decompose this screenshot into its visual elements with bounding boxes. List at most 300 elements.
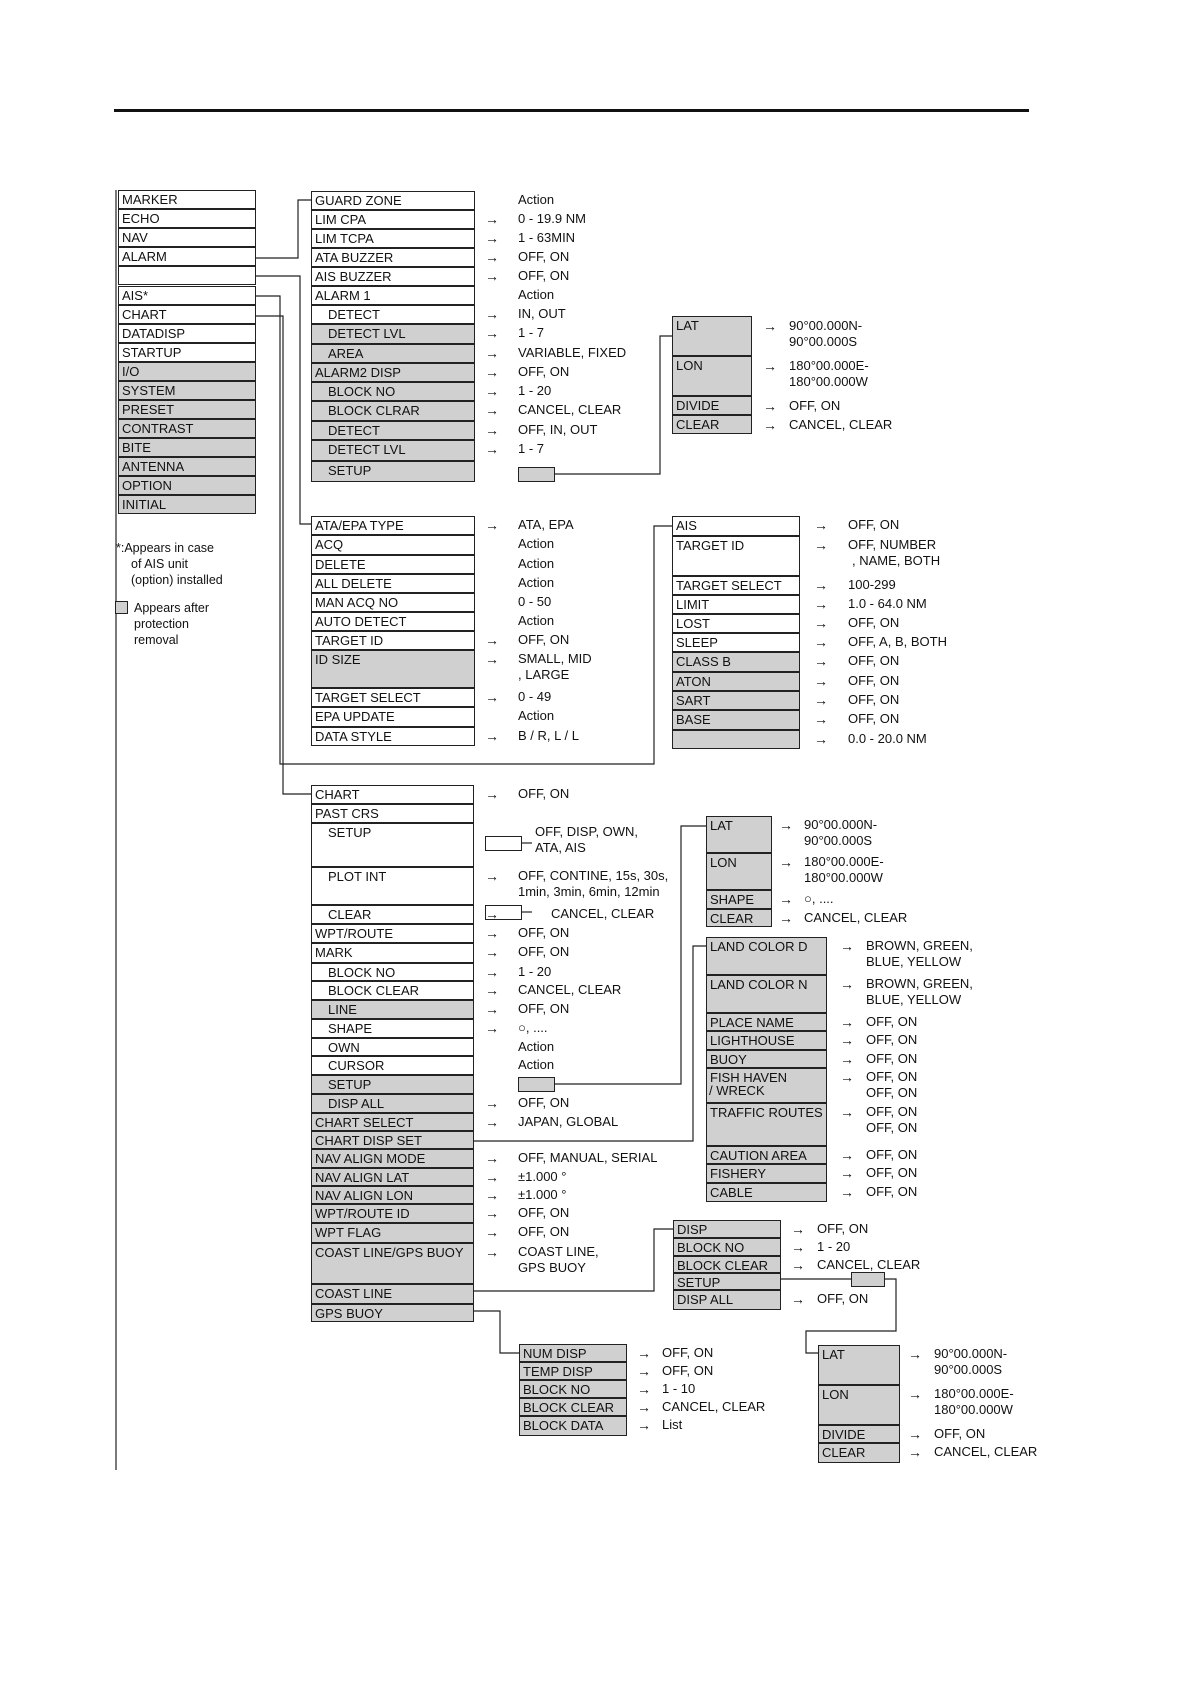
main-menu-item-echo[interactable]: ECHO bbox=[118, 209, 256, 228]
coast_menu-value: OFF, ON bbox=[817, 1291, 869, 1306]
arrow-icon: → bbox=[908, 1386, 922, 1402]
arrow-icon: → bbox=[485, 441, 499, 457]
alarm_setup-item-lat[interactable]: LAT bbox=[672, 316, 752, 356]
coast_setup-item-divide[interactable]: DIVIDE bbox=[818, 1425, 900, 1443]
arrow-icon: → bbox=[840, 938, 854, 954]
chart_disp-item-traffic-routes[interactable]: TRAFFIC ROUTES bbox=[706, 1103, 827, 1146]
chart_menu-value: ±1.000 ° bbox=[518, 1187, 567, 1202]
target_menu-item-data-style[interactable]: DATA STYLE bbox=[311, 727, 475, 746]
arrow-icon: → bbox=[779, 910, 793, 926]
coast_menu-item-disp-all[interactable]: DISP ALL bbox=[673, 1290, 781, 1310]
target_menu-value: Action bbox=[518, 708, 555, 723]
chart_disp-item-place-name[interactable]: PLACE NAME bbox=[706, 1013, 827, 1031]
coast_menu-item-block-no[interactable]: BLOCK NO bbox=[673, 1238, 781, 1256]
alarm_menu-value: OFF, ON bbox=[518, 364, 570, 379]
arrow-icon: → bbox=[779, 891, 793, 907]
chart_menu-item-block-no[interactable]: BLOCK NO bbox=[311, 963, 474, 981]
alarm_setup-value: CANCEL, CLEAR bbox=[789, 417, 893, 432]
arrow-icon: → bbox=[637, 1363, 651, 1379]
arrow-icon: → bbox=[485, 944, 499, 960]
chart_disp-value: BROWN, GREEN, bbox=[866, 976, 973, 991]
target_menu-value: B / R, L / L bbox=[518, 728, 579, 743]
arrow-icon: → bbox=[485, 268, 499, 284]
coast_menu-value: OFF, ON bbox=[817, 1221, 869, 1236]
chart_menu-value: OFF, ON bbox=[518, 1095, 570, 1110]
arrow-icon: → bbox=[814, 731, 828, 747]
alarm_setup-item-divide[interactable]: DIVIDE bbox=[672, 396, 752, 415]
chart_menu-item-wpt-route-id[interactable]: WPT/ROUTE ID bbox=[311, 1204, 474, 1223]
alarm_menu-value: OFF, ON bbox=[518, 249, 570, 264]
chart_menu-item-disp-all[interactable]: DISP ALL bbox=[311, 1094, 474, 1113]
chart_menu-value: OFF, CONTINE, 15s, 30s, bbox=[518, 868, 669, 883]
mark_setup-item-shape[interactable]: SHAPE bbox=[706, 890, 772, 909]
main-menu-item-datadisp[interactable]: DATADISP bbox=[118, 324, 256, 343]
chart_disp-item-cable[interactable]: CABLE bbox=[706, 1183, 827, 1202]
alarm_menu-value: Action bbox=[518, 192, 555, 207]
chart_menu-value: CANCEL, CLEAR bbox=[551, 906, 655, 921]
arrow-icon: → bbox=[485, 517, 499, 533]
main-menu-item-nav[interactable]: NAV bbox=[118, 228, 256, 247]
arrow-icon: → bbox=[840, 1184, 854, 1200]
alarm_menu-item-ais-buzzer[interactable]: AIS BUZZER bbox=[311, 267, 475, 286]
alarm_menu-value: IN, OUT bbox=[518, 306, 566, 321]
coast_menu-item-block-clear[interactable]: BLOCK CLEAR bbox=[673, 1256, 781, 1273]
arrow-icon: → bbox=[485, 1114, 499, 1130]
alarm_menu-item-detect-lvl[interactable]: DETECT LVL bbox=[311, 440, 475, 461]
chart_disp-value: BROWN, GREEN, bbox=[866, 938, 973, 953]
coast_setup-item-lon[interactable]: LON bbox=[818, 1385, 900, 1425]
chart-setup-box[interactable] bbox=[518, 1077, 555, 1092]
alarm_menu-item-lim-cpa[interactable]: LIM CPA bbox=[311, 210, 475, 229]
chart_menu-item-plot-int[interactable]: PLOT INT bbox=[311, 867, 474, 905]
alarm_menu-item-area[interactable]: AREA bbox=[311, 344, 475, 363]
target_menu-item-all-delete[interactable]: ALL DELETE bbox=[311, 574, 475, 593]
ais_menu-value: 100-299 bbox=[848, 577, 896, 592]
alarm_setup-item-lon[interactable]: LON bbox=[672, 356, 752, 396]
arrow-icon: → bbox=[763, 318, 777, 334]
arrow-icon: → bbox=[485, 345, 499, 361]
coast_menu-item-setup[interactable]: SETUP bbox=[673, 1273, 781, 1290]
arrow-icon: → bbox=[637, 1417, 651, 1433]
target_menu-value: ATA, EPA bbox=[518, 517, 574, 532]
arrow-icon: → bbox=[840, 1069, 854, 1085]
arrow-icon: → bbox=[485, 325, 499, 341]
chart_disp-item-label2: / WRECK bbox=[709, 1083, 765, 1098]
arrow-icon: → bbox=[814, 517, 828, 533]
alarm_menu-value: Action bbox=[518, 287, 555, 302]
alarm_menu-item-block-clrar[interactable]: BLOCK CLRAR bbox=[311, 401, 475, 421]
arrow-icon: → bbox=[485, 1169, 499, 1185]
ais_menu-value-2: , NAME, BOTH bbox=[852, 553, 941, 568]
main-menu-item-marker[interactable]: MARKER bbox=[118, 190, 256, 209]
chart_menu-item-chart[interactable]: CHART bbox=[311, 785, 474, 804]
mark_setup-value: CANCEL, CLEAR bbox=[804, 910, 908, 925]
arrow-icon: → bbox=[485, 1001, 499, 1017]
target_menu-value: Action bbox=[518, 536, 555, 551]
main-menu-item-ais[interactable]: AIS* bbox=[118, 286, 256, 305]
chart_menu-item-coast-line[interactable]: COAST LINE bbox=[311, 1284, 474, 1304]
coast_menu-item-disp[interactable]: DISP bbox=[673, 1220, 781, 1238]
chart_disp-value: OFF, ON bbox=[866, 1069, 918, 1084]
ais_menu-value: OFF, NUMBER bbox=[848, 537, 937, 552]
buoy_menu-item-temp-disp[interactable]: TEMP DISP bbox=[519, 1362, 627, 1380]
alarm_menu-value: 1 - 20 bbox=[518, 383, 552, 398]
target_menu-item-auto-detect[interactable]: AUTO DETECT bbox=[311, 612, 475, 631]
alarm_menu-item-detect[interactable]: DETECT bbox=[311, 421, 475, 440]
ais_menu-item-lost[interactable]: LOST bbox=[672, 614, 800, 633]
ais-note-line3: (option) installed bbox=[131, 573, 223, 587]
arrow-icon: → bbox=[791, 1221, 805, 1237]
target_menu-value: SMALL, MID bbox=[518, 651, 592, 666]
arrow-icon: → bbox=[814, 711, 828, 727]
chart_menu-value: OFF, MANUAL, SERIAL bbox=[518, 1150, 658, 1165]
target_menu-item-target-select[interactable]: TARGET SELECT bbox=[311, 688, 475, 707]
target_menu-value: Action bbox=[518, 575, 555, 590]
arrow-icon: → bbox=[485, 383, 499, 399]
arrow-icon: → bbox=[840, 1147, 854, 1163]
coast_setup-value: OFF, ON bbox=[934, 1426, 986, 1441]
coast-setup-box[interactable] bbox=[851, 1272, 885, 1287]
mark_setup-value: ○, .... bbox=[804, 891, 834, 906]
ais_menu-value: OFF, ON bbox=[848, 653, 900, 668]
coast_menu-value: CANCEL, CLEAR bbox=[817, 1257, 921, 1272]
arrow-icon: → bbox=[814, 653, 828, 669]
buoy_menu-item-num-disp[interactable]: NUM DISP bbox=[519, 1344, 627, 1362]
shade-note-line2: protection bbox=[134, 617, 189, 631]
chart_menu-value: Action bbox=[518, 1039, 555, 1054]
arrow-icon: → bbox=[763, 417, 777, 433]
chart_menu-item-nav-align-lon[interactable]: NAV ALIGN LON bbox=[311, 1186, 474, 1204]
arrow-icon: → bbox=[840, 1165, 854, 1181]
chart_menu-item-cursor[interactable]: CURSOR bbox=[311, 1056, 474, 1075]
ais_menu-value: OFF, ON bbox=[848, 673, 900, 688]
chart_disp-value: OFF, ON bbox=[866, 1184, 918, 1199]
past-crs-setup-box[interactable] bbox=[485, 836, 522, 851]
arrow-icon: → bbox=[637, 1381, 651, 1397]
chart_menu-value: 1 - 20 bbox=[518, 964, 552, 979]
alarm_menu-item-block-no[interactable]: BLOCK NO bbox=[311, 382, 475, 401]
alarm_menu-value: 0 - 19.9 NM bbox=[518, 211, 586, 226]
chart_menu-value: OFF, ON bbox=[518, 944, 570, 959]
chart_disp-item-land-color-n[interactable]: LAND COLOR N bbox=[706, 975, 827, 1013]
arrow-icon: → bbox=[485, 1020, 499, 1036]
chart_menu-value: COAST LINE, bbox=[518, 1244, 599, 1259]
arrow-icon: → bbox=[485, 422, 499, 438]
chart_disp-value: OFF, ON bbox=[866, 1014, 918, 1029]
chart_disp-value: OFF, ON bbox=[866, 1051, 918, 1066]
arrow-icon: → bbox=[485, 1244, 499, 1260]
chart_menu-item-chart-select[interactable]: CHART SELECT bbox=[311, 1113, 474, 1131]
arrow-icon: → bbox=[840, 1104, 854, 1120]
ais_menu-value: OFF, A, B, BOTH bbox=[848, 634, 947, 649]
alarm_menu-value: CANCEL, CLEAR bbox=[518, 402, 622, 417]
arrow-icon: → bbox=[485, 632, 499, 648]
chart_disp-item-fish-haven[interactable]: FISH HAVEN bbox=[706, 1068, 827, 1103]
mark_setup-item-clear[interactable]: CLEAR bbox=[706, 909, 772, 927]
chart_menu-value-2: GPS BUOY bbox=[518, 1260, 586, 1275]
arrow-icon: → bbox=[485, 402, 499, 418]
target_menu-item-man-acq-no[interactable]: MAN ACQ NO bbox=[311, 593, 475, 612]
shade-note-line3: removal bbox=[134, 633, 179, 647]
chart_menu-item-setup[interactable]: SETUP bbox=[311, 1075, 474, 1094]
ais_menu-value: 0.0 - 20.0 NM bbox=[848, 731, 927, 746]
target_menu-value: Action bbox=[518, 613, 555, 628]
chart_disp-item-land-color-d[interactable]: LAND COLOR D bbox=[706, 937, 827, 975]
chart_menu-item-line[interactable]: LINE bbox=[311, 1000, 474, 1019]
arrow-icon: → bbox=[840, 1032, 854, 1048]
arrow-icon: → bbox=[840, 1051, 854, 1067]
alarm_menu-item-detect-lvl[interactable]: DETECT LVL bbox=[311, 324, 475, 344]
main-menu-item-alarm[interactable]: ALARM bbox=[118, 247, 256, 266]
chart_menu-item-nav-align-mode[interactable]: NAV ALIGN MODE bbox=[311, 1149, 474, 1168]
chart_menu-item-coast-line-gps-buoy[interactable]: COAST LINE/GPS BUOY bbox=[311, 1243, 474, 1284]
arrow-icon: → bbox=[485, 1095, 499, 1111]
target_menu-item-acq[interactable]: ACQ bbox=[311, 535, 475, 555]
arrow-icon: → bbox=[791, 1291, 805, 1307]
coast_setup-value-2: 90°00.000S bbox=[934, 1362, 1003, 1377]
coast_setup-item-clear[interactable]: CLEAR bbox=[818, 1443, 900, 1463]
ais_menu-item-sart[interactable]: SART bbox=[672, 691, 800, 710]
mark_setup-item-lon[interactable]: LON bbox=[706, 853, 772, 890]
ais_menu-value: OFF, ON bbox=[848, 517, 900, 532]
arrow-icon: → bbox=[485, 868, 499, 884]
buoy_menu-value: OFF, ON bbox=[662, 1363, 714, 1378]
ais_menu-value: OFF, ON bbox=[848, 615, 900, 630]
ais-note-line1: *:Appears in case bbox=[116, 541, 214, 555]
ais_menu-value: OFF, ON bbox=[848, 692, 900, 707]
chart_disp-value: OFF, ON bbox=[866, 1147, 918, 1162]
target_menu-item-ata-epa-type[interactable]: ATA/EPA TYPE bbox=[311, 516, 475, 535]
ais_menu-item-blank[interactable] bbox=[672, 730, 800, 749]
alarm_menu-item-lim-tcpa[interactable]: LIM TCPA bbox=[311, 229, 475, 248]
arrow-icon: → bbox=[814, 673, 828, 689]
ais_menu-value: OFF, ON bbox=[848, 711, 900, 726]
chart_menu-value: ○, .... bbox=[518, 1020, 548, 1035]
chart_menu-value: OFF, ON bbox=[518, 1205, 570, 1220]
alarm_setup-value: OFF, ON bbox=[789, 398, 841, 413]
chart_menu-item-shape[interactable]: SHAPE bbox=[311, 1019, 474, 1038]
chart_disp-value: OFF, ON bbox=[866, 1104, 918, 1119]
buoy_menu-value: 1 - 10 bbox=[662, 1381, 696, 1396]
target_menu-value-2: , LARGE bbox=[518, 667, 570, 682]
arrow-icon: → bbox=[814, 537, 828, 553]
ais_menu-value: 1.0 - 64.0 NM bbox=[848, 596, 927, 611]
target_menu-value: Action bbox=[518, 556, 555, 571]
target_menu-value: OFF, ON bbox=[518, 632, 570, 647]
coast_setup-value: CANCEL, CLEAR bbox=[934, 1444, 1038, 1459]
arrow-icon: → bbox=[485, 249, 499, 265]
chart_disp-item-lighthouse[interactable]: LIGHTHOUSE bbox=[706, 1031, 827, 1050]
mark_setup-value: 90°00.000N- bbox=[804, 817, 878, 832]
main-menu-item-antenna[interactable]: ANTENNA bbox=[118, 457, 256, 476]
chart_disp-item-caution-area[interactable]: CAUTION AREA bbox=[706, 1146, 827, 1164]
ais_menu-item-sleep[interactable]: SLEEP bbox=[672, 633, 800, 652]
chart_menu-item-wpt-flag[interactable]: WPT FLAG bbox=[311, 1223, 474, 1243]
chart_menu-value: OFF, ON bbox=[518, 925, 570, 940]
alarm_menu-item-setup[interactable]: SETUP bbox=[311, 461, 475, 482]
arrow-icon: → bbox=[814, 615, 828, 631]
main-menu-item-blank[interactable] bbox=[118, 266, 256, 285]
arrow-icon: → bbox=[485, 651, 499, 667]
ais_menu-item-limit[interactable]: LIMIT bbox=[672, 595, 800, 614]
chart_menu-value: OFF, ON bbox=[518, 786, 570, 801]
arrow-icon: → bbox=[485, 230, 499, 246]
alarm_menu-value: 1 - 7 bbox=[518, 325, 545, 340]
target_menu-value: 0 - 50 bbox=[518, 594, 552, 609]
chart_menu-item-own[interactable]: OWN bbox=[311, 1038, 474, 1056]
arrow-icon: → bbox=[840, 976, 854, 992]
main-menu-item-bite[interactable]: BITE bbox=[118, 438, 256, 457]
alarm_setup-value: 90°00.000N- bbox=[789, 318, 863, 333]
mark_setup-item-lat[interactable]: LAT bbox=[706, 816, 772, 853]
arrow-icon: → bbox=[908, 1444, 922, 1460]
chart_menu-item-chart-disp-set[interactable]: CHART DISP SET bbox=[311, 1131, 474, 1149]
alarm_setup-value: 180°00.000E- bbox=[789, 358, 869, 373]
alarm_menu-value: 1 - 7 bbox=[518, 441, 545, 456]
mark_setup-value-2: 90°00.000S bbox=[804, 833, 873, 848]
arrow-icon: → bbox=[485, 364, 499, 380]
arrow-icon: → bbox=[840, 1014, 854, 1030]
shade-note-line1: Appears after bbox=[134, 601, 210, 615]
main-menu-item-contrast[interactable]: CONTRAST bbox=[118, 419, 256, 438]
alarm_menu-item-guard-zone[interactable]: GUARD ZONE bbox=[311, 191, 475, 210]
alarm-setup-box[interactable] bbox=[518, 467, 555, 482]
buoy_menu-value: CANCEL, CLEAR bbox=[662, 1399, 766, 1414]
coast_setup-value: 90°00.000N- bbox=[934, 1346, 1008, 1361]
arrow-icon: → bbox=[908, 1426, 922, 1442]
ais_menu-item-target-select[interactable]: TARGET SELECT bbox=[672, 576, 800, 595]
chart_disp-item-buoy[interactable]: BUOY bbox=[706, 1050, 827, 1068]
alarm_menu-item-alarm-1[interactable]: ALARM 1 bbox=[311, 286, 475, 305]
shaded-swatch bbox=[115, 601, 128, 614]
chart_menu-value: Action bbox=[518, 1057, 555, 1072]
chart_disp-value-2: BLUE, YELLOW bbox=[866, 992, 962, 1007]
main-menu-item-system[interactable]: SYSTEM bbox=[118, 381, 256, 400]
arrow-icon: → bbox=[763, 358, 777, 374]
chart_menu-value: JAPAN, GLOBAL bbox=[518, 1114, 619, 1129]
arrow-icon: → bbox=[485, 1150, 499, 1166]
chart_menu-item-nav-align-lat[interactable]: NAV ALIGN LAT bbox=[311, 1168, 474, 1186]
alarm_menu-item-alarm2-disp[interactable]: ALARM2 DISP bbox=[311, 363, 475, 382]
main-menu-item-chart[interactable]: CHART bbox=[118, 305, 256, 324]
coast_setup-value: 180°00.000E- bbox=[934, 1386, 1014, 1401]
ais_menu-item-class-b[interactable]: CLASS B bbox=[672, 652, 800, 672]
arrow-icon: → bbox=[779, 817, 793, 833]
chart_disp-value-2: OFF, ON bbox=[866, 1085, 918, 1100]
coast_menu-value: 1 - 20 bbox=[817, 1239, 851, 1254]
mark_setup-value-2: 180°00.000W bbox=[804, 870, 883, 885]
chart_menu-item-past-crs[interactable]: PAST CRS bbox=[311, 804, 474, 823]
arrow-icon: → bbox=[637, 1399, 651, 1415]
chart_menu-item-setup[interactable]: SETUP bbox=[311, 823, 474, 867]
target_menu-item-delete[interactable]: DELETE bbox=[311, 555, 475, 574]
alarm_menu-value: 1 - 63MIN bbox=[518, 230, 576, 245]
arrow-icon: → bbox=[814, 634, 828, 650]
alarm_menu-item-detect[interactable]: DETECT bbox=[311, 305, 475, 324]
alarm_menu-value: OFF, IN, OUT bbox=[518, 422, 598, 437]
alarm_setup-item-clear[interactable]: CLEAR bbox=[672, 415, 752, 434]
arrow-icon: → bbox=[485, 982, 499, 998]
target_menu-item-id-size[interactable]: ID SIZE bbox=[311, 650, 475, 688]
buoy_menu-item-block-data[interactable]: BLOCK DATA bbox=[519, 1416, 627, 1436]
chart_menu-value: OFF, DISP, OWN, bbox=[535, 824, 639, 839]
ais_menu-item-ais[interactable]: AIS bbox=[672, 516, 800, 536]
arrow-icon: → bbox=[485, 689, 499, 705]
chart_disp-item-fishery[interactable]: FISHERY bbox=[706, 1164, 827, 1183]
arrow-icon: → bbox=[485, 786, 499, 802]
buoy_menu-item-block-clear[interactable]: BLOCK CLEAR bbox=[519, 1398, 627, 1416]
arrow-icon: → bbox=[485, 1224, 499, 1240]
arrow-icon: → bbox=[791, 1239, 805, 1255]
arrow-icon: → bbox=[763, 398, 777, 414]
chart_disp-value-2: OFF, ON bbox=[866, 1120, 918, 1135]
ais_menu-item-aton[interactable]: ATON bbox=[672, 672, 800, 691]
arrow-icon: → bbox=[485, 964, 499, 980]
main-menu-item-i-o[interactable]: I/O bbox=[118, 362, 256, 381]
mark_setup-value: 180°00.000E- bbox=[804, 854, 884, 869]
chart_disp-value: OFF, ON bbox=[866, 1032, 918, 1047]
arrow-icon: → bbox=[485, 906, 499, 922]
chart_disp-value-2: BLUE, YELLOW bbox=[866, 954, 962, 969]
chart_menu-value: OFF, ON bbox=[518, 1001, 570, 1016]
target_menu-value: 0 - 49 bbox=[518, 689, 552, 704]
arrow-icon: → bbox=[485, 925, 499, 941]
arrow-icon: → bbox=[637, 1345, 651, 1361]
buoy_menu-item-block-no[interactable]: BLOCK NO bbox=[519, 1380, 627, 1398]
arrow-icon: → bbox=[485, 1187, 499, 1203]
arrow-icon: → bbox=[485, 728, 499, 744]
arrow-icon: → bbox=[814, 577, 828, 593]
ais-note-line2: of AIS unit bbox=[131, 557, 188, 571]
buoy_menu-value: OFF, ON bbox=[662, 1345, 714, 1360]
main-menu-item-option[interactable]: OPTION bbox=[118, 476, 256, 495]
ais_menu-item-target-id[interactable]: TARGET ID bbox=[672, 536, 800, 576]
ais_menu-item-base[interactable]: BASE bbox=[672, 710, 800, 730]
buoy_menu-value: List bbox=[662, 1417, 683, 1432]
chart_menu-item-block-clear[interactable]: BLOCK CLEAR bbox=[311, 981, 474, 1000]
target_menu-item-epa-update[interactable]: EPA UPDATE bbox=[311, 707, 475, 727]
main-menu-item-initial[interactable]: INITIAL bbox=[118, 495, 256, 514]
chart_disp-value: OFF, ON bbox=[866, 1165, 918, 1180]
chart_menu-value-2: 1min, 3min, 6min, 12min bbox=[518, 884, 660, 899]
coast_setup-value-2: 180°00.000W bbox=[934, 1402, 1013, 1417]
arrow-icon: → bbox=[908, 1346, 922, 1362]
arrow-icon: → bbox=[814, 692, 828, 708]
arrow-icon: → bbox=[814, 596, 828, 612]
alarm_setup-value-2: 90°00.000S bbox=[789, 334, 858, 349]
arrow-icon: → bbox=[485, 306, 499, 322]
alarm_menu-value: OFF, ON bbox=[518, 268, 570, 283]
chart_menu-item-mark[interactable]: MARK bbox=[311, 943, 474, 963]
target_menu-item-target-id[interactable]: TARGET ID bbox=[311, 631, 475, 650]
main-menu-item-startup[interactable]: STARTUP bbox=[118, 343, 256, 362]
main-menu-item-preset[interactable]: PRESET bbox=[118, 400, 256, 419]
coast_setup-item-lat[interactable]: LAT bbox=[818, 1345, 900, 1385]
chart_menu-value: CANCEL, CLEAR bbox=[518, 982, 622, 997]
arrow-icon: → bbox=[485, 211, 499, 227]
arrow-icon: → bbox=[485, 1205, 499, 1221]
alarm_setup-value-2: 180°00.000W bbox=[789, 374, 868, 389]
alarm_menu-value: VARIABLE, FIXED bbox=[518, 345, 627, 360]
chart_menu-value: ±1.000 ° bbox=[518, 1169, 567, 1184]
chart_menu-item-clear[interactable]: CLEAR bbox=[311, 905, 474, 924]
chart_menu-value-2: ATA, AIS bbox=[535, 840, 586, 855]
chart_menu-value: OFF, ON bbox=[518, 1224, 570, 1239]
alarm_menu-item-ata-buzzer[interactable]: ATA BUZZER bbox=[311, 248, 475, 267]
arrow-icon: → bbox=[779, 854, 793, 870]
chart_menu-item-gps-buoy[interactable]: GPS BUOY bbox=[311, 1304, 474, 1322]
chart_menu-item-wpt-route[interactable]: WPT/ROUTE bbox=[311, 924, 474, 943]
